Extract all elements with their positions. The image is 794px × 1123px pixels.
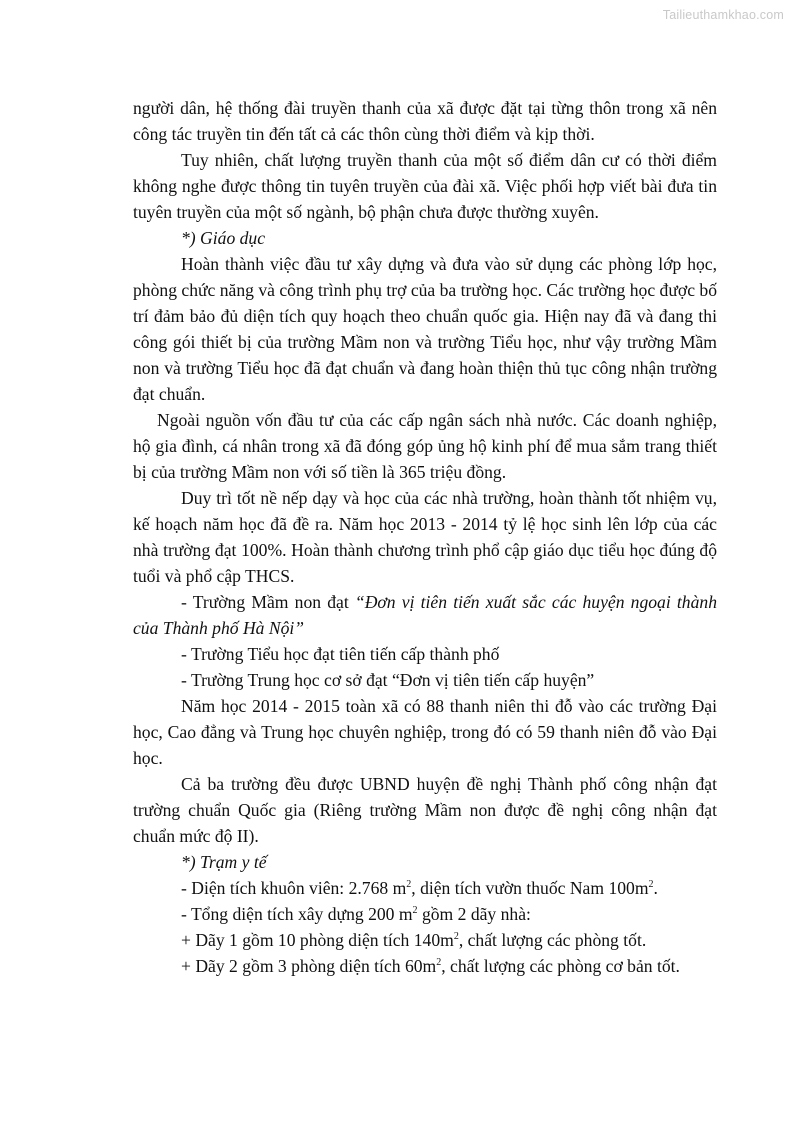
list-item-primary-school: - Trường Tiểu học đạt tiên tiến cấp thành phố [181,644,500,664]
health-block-2-text: + Dãy 2 gồm 3 phòng diện tích 60m [181,956,437,976]
health-block-1-quality: , chất lượng các phòng tốt. [458,930,647,950]
superscript-2: 2 [453,931,459,943]
superscript-2: 2 [412,905,418,917]
health-garden-area-text: , diện tích vườn thuốc Nam 100m [411,878,649,898]
paragraph-school-construction: Hoàn thành việc đầu tư xây dựng và đưa vào sử dụng các phòng lớp học, phòng chức năng và công trình phụ trợ của ba trường học. Các trường học được bố trí đảm bảo đủ diện tích quy hoạch theo chuẩn quốc gia. Hiện nay đã và đang thi công gói thiết bị của trường Mầm non và trường Tiểu học, như vậy trường Mầm non và trường Tiểu học đã đạt chuẩn và đang hoàn thiện thủ tục công nhận trường đạt chuẩn. [133,254,717,404]
paragraph-teaching-results: Duy trì tốt nề nếp dạy và học của các nhà trường, hoàn thành tốt nhiệm vụ, kế hoạch năm học đã đề ra. Năm học 2013 - 2014 tỷ lệ học sinh lên lớp của các nhà trường đạt 100%. Hoàn thành chương trình phổ cập giáo dục tiểu học đúng độ tuổi và phổ cập THCS. [133,488,717,586]
health-campus-area [133,875,717,901]
period: . [653,878,658,898]
document-body [133,95,717,979]
list-item-secondary-school: - Trường Trung học cơ sở đạt “Đơn vị tiên tiến cấp huyện” [181,670,595,690]
superscript-2: 2 [436,957,442,969]
health-campus-area-text: - Diện tích khuôn viên: 2.768 m [181,878,407,898]
health-building-count-text: gồm 2 dãy nhà: [417,904,531,924]
section-heading-health-station: *) Trạm y tế [181,852,267,872]
list-item-kindergarten-quote: “Đơn vị tiên tiến xuất sắc các huyện ngoại thành của Thành phố Hà Nội” [133,592,717,638]
superscript-2: 2 [648,879,654,891]
list-item-kindergarten-prefix: - Trường Mầm non đạt [181,592,355,612]
section-heading-education: *) Giáo dục [181,228,266,248]
health-building-area-text: - Tổng diện tích xây dựng 200 m [181,904,413,924]
paragraph-broadcast-system: người dân, hệ thống đài truyền thanh của xã được đặt tại từng thôn trong xã nên công tác truyền tin đến tất cả các thôn cùng thời điểm và kịp thời. [133,98,717,144]
paragraph-broadcast-quality: Tuy nhiên, chất lượng truyền thanh của một số điểm dân cư có thời điểm không nghe được thông tin tuyên truyền của đài xã. Việc phối hợp viết bài đưa tin tuyên truyền của một số ngành, bộ phận chưa được thường xuyên. [133,150,717,222]
health-block-1-text: + Dãy 1 gồm 10 phòng diện tích 140m [181,930,454,950]
health-block-2-quality: , chất lượng các phòng cơ bản tốt. [441,956,680,976]
health-block-1 [133,927,717,953]
superscript-2: 2 [406,879,412,891]
list-item-kindergarten [133,589,717,641]
paragraph-funding: Ngoài nguồn vốn đầu tư của các cấp ngân sách nhà nước. Các doanh nghiệp, hộ gia đình, cá nhân trong xã đã đóng góp ủng hộ kinh phí để mua sắm trang thiết bị của trường Mầm non với số tiền là 365 triệu đồng. [133,410,717,482]
health-block-2 [133,953,717,979]
watermark: Tailieuthamkhao.com [662,8,784,22]
health-building-area [133,901,717,927]
paragraph-university-admission: Năm học 2014 - 2015 toàn xã có 88 thanh niên thi đỗ vào các trường Đại học, Cao đẳng và Trung học chuyên nghiệp, trong đó có 59 thanh niên đỗ vào Đại học. [133,696,717,768]
paragraph-national-standard: Cả ba trường đều được UBND huyện đề nghị Thành phố công nhận đạt trường chuẩn Quốc gia (Riêng trường Mầm non được đề nghị công nhận đạt chuẩn mức độ II). [133,774,717,846]
